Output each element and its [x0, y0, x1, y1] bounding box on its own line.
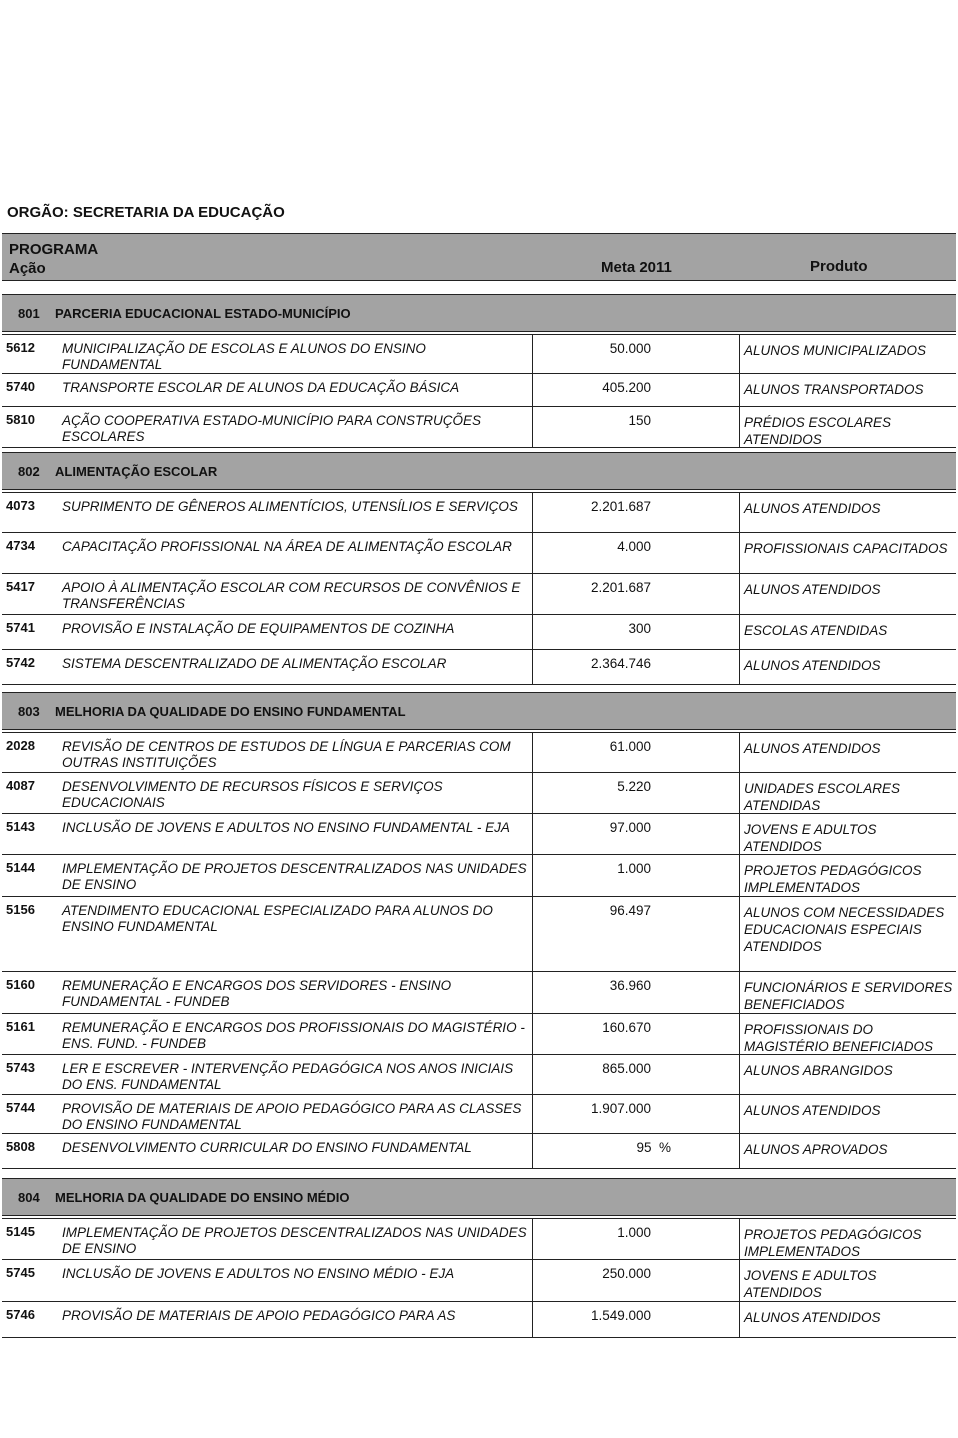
header-acao: Ação [9, 260, 46, 277]
program-name: ALIMENTAÇÃO ESCOLAR [55, 464, 218, 479]
action-desc: APOIO À ALIMENTAÇÃO ESCOLAR COM RECURSOS DE CONVÊNIOS E TRANSFERÊNCIAS [62, 580, 521, 611]
orgao-title: ORGÃO: SECRETARIA DA EDUCAÇÃO [7, 204, 285, 221]
meta-cell [532, 1014, 740, 1054]
meta-cell [532, 1260, 740, 1301]
action-produto: ALUNOS TRANSPORTADOS [744, 382, 924, 397]
action-code: 4087 [6, 778, 35, 793]
table-row [2, 533, 956, 574]
action-meta: 250.000 [602, 1266, 651, 1281]
action-meta: 2.364.746 [590, 656, 651, 671]
action-desc: MUNICIPALIZAÇÃO DE ESCOLAS E ALUNOS DO ENSINO FUNDAMENTAL [62, 341, 426, 372]
action-produto: FUNCIONÁRIOS E SERVIDORES BENEFICIADOS [744, 980, 953, 1012]
table-row [2, 1014, 956, 1055]
action-produto: PRÉDIOS ESCOLARES ATENDIDOS [744, 415, 892, 447]
table-row [2, 493, 956, 533]
action-code: 5745 [6, 1265, 35, 1280]
action-meta: 1.549.000 [590, 1308, 651, 1323]
action-desc: SUPRIMENTO DE GÊNEROS ALIMENTÍCIOS, UTENSÍLIOS E SERVIÇOS [62, 499, 518, 514]
action-meta: 405.200 [602, 380, 651, 395]
action-produto: PROJETOS PEDAGÓGICOS IMPLEMENTADOS [744, 863, 922, 895]
program-code: 804 [18, 1190, 40, 1205]
action-list [2, 732, 956, 1169]
table-row [2, 374, 956, 407]
action-produto: ALUNOS ATENDIDOS [744, 1310, 881, 1325]
meta-cell [532, 1219, 740, 1259]
program-row [2, 294, 956, 332]
program-row [2, 452, 956, 490]
meta-cell [532, 814, 740, 854]
program-section-801 [2, 294, 956, 448]
action-code: 4073 [6, 498, 35, 513]
action-code: 5417 [6, 579, 35, 594]
action-meta: 4.000 [617, 539, 651, 554]
action-desc: INCLUSÃO DE JOVENS E ADULTOS NO ENSINO FUNDAMENTAL - EJA [62, 820, 510, 835]
table-row [2, 650, 956, 685]
action-meta: 865.000 [602, 1061, 651, 1076]
action-produto: ALUNOS MUNICIPALIZADOS [744, 343, 927, 358]
action-code: 5744 [6, 1100, 35, 1115]
action-desc: REVISÃO DE CENTROS DE ESTUDOS DE LÍNGUA E PARCERIAS COM OUTRAS INSTITUIÇÕES [62, 739, 511, 770]
meta-cell [532, 574, 740, 614]
meta-cell [532, 1134, 740, 1168]
action-produto: ALUNOS ATENDIDOS [744, 658, 881, 673]
action-desc: CAPACITAÇÃO PROFISSIONAL NA ÁREA DE ALIMENTAÇÃO ESCOLAR [62, 539, 512, 554]
table-row [2, 615, 956, 650]
action-produto: PROFISSIONAIS DO MAGISTÉRIO BENEFICIADOS [744, 1022, 934, 1054]
action-code: 5612 [6, 340, 35, 355]
action-desc: INCLUSÃO DE JOVENS E ADULTOS NO ENSINO MÉDIO - EJA [62, 1266, 455, 1281]
action-code: 5156 [6, 902, 35, 917]
program-code: 803 [18, 704, 40, 719]
table-row [2, 814, 956, 855]
action-code: 5160 [6, 977, 35, 992]
action-meta: 1.000 [617, 861, 651, 876]
action-produto: ALUNOS ATENDIDOS [744, 501, 881, 516]
action-desc: REMUNERAÇÃO E ENCARGOS DOS PROFISSIONAIS DO MAGISTÉRIO - ENS. FUND. - FUNDEB [62, 1020, 525, 1051]
action-meta: 95 % [636, 1140, 671, 1155]
action-desc: AÇÃO COOPERATIVA ESTADO-MUNICÍPIO PARA CONSTRUÇÕES ESCOLARES [62, 413, 482, 444]
action-desc: DESENVOLVIMENTO CURRICULAR DO ENSINO FUNDAMENTAL [62, 1140, 472, 1155]
action-code: 4734 [6, 538, 35, 553]
action-desc: TRANSPORTE ESCOLAR DE ALUNOS DA EDUCAÇÃO BÁSICA [62, 380, 460, 395]
meta-cell [532, 897, 740, 971]
header-programa-acao [9, 240, 98, 278]
action-code: 5742 [6, 655, 35, 670]
action-meta: 1.000 [617, 1225, 651, 1240]
action-meta: 1.907.000 [590, 1101, 651, 1116]
table-row [2, 1219, 956, 1260]
action-list [2, 492, 956, 685]
table-row [2, 1134, 956, 1169]
meta-cell [532, 733, 740, 772]
header-produto: Produto [810, 258, 868, 275]
action-desc: REMUNERAÇÃO E ENCARGOS DOS SERVIDORES - ENSINO FUNDAMENTAL - FUNDEB [62, 978, 452, 1009]
action-meta: 2.201.687 [590, 580, 651, 595]
program-row [2, 1178, 956, 1216]
action-code: 5808 [6, 1139, 35, 1154]
action-code: 5743 [6, 1060, 35, 1075]
action-list [2, 1218, 956, 1338]
meta-cell [532, 533, 740, 573]
action-produto: ESCOLAS ATENDIDAS [744, 623, 888, 638]
action-meta: 160.670 [602, 1020, 651, 1035]
action-meta: 61.000 [609, 739, 651, 754]
action-meta: 96.497 [609, 903, 651, 918]
action-meta: 5.220 [617, 779, 651, 794]
action-produto: ALUNOS COM NECESSIDADES EDUCACIONAIS ESPECIAIS ATENDIDOS [744, 905, 945, 954]
meta-cell [532, 1055, 740, 1094]
action-produto: ALUNOS ATENDIDOS [744, 582, 881, 597]
program-section-804 [2, 1178, 956, 1338]
action-produto: PROFISSIONAIS CAPACITADOS [744, 541, 948, 556]
table-header [2, 233, 956, 281]
program-section-802 [2, 452, 956, 685]
table-row [2, 574, 956, 615]
table-row [2, 733, 956, 773]
action-code: 5145 [6, 1224, 35, 1239]
program-code: 802 [18, 464, 40, 479]
action-desc: SISTEMA DESCENTRALIZADO DE ALIMENTAÇÃO ESCOLAR [62, 656, 447, 671]
action-meta: 36.960 [609, 978, 651, 993]
header-meta: Meta 2011 [601, 259, 672, 276]
table-row [2, 972, 956, 1014]
action-list [2, 334, 956, 448]
action-desc: DESENVOLVIMENTO DE RECURSOS FÍSICOS E SERVIÇOS EDUCACIONAIS [62, 779, 443, 810]
action-desc: PROVISÃO DE MATERIAIS DE APOIO PEDAGÓGICO PARA AS [62, 1308, 456, 1323]
action-desc: IMPLEMENTAÇÃO DE PROJETOS DESCENTRALIZADOS NAS UNIDADES DE ENSINO [62, 1225, 527, 1256]
meta-cell [532, 650, 740, 684]
table-row [2, 897, 956, 972]
meta-cell [532, 407, 740, 447]
meta-cell [532, 972, 740, 1013]
action-desc: ATENDIMENTO EDUCACIONAL ESPECIALIZADO PARA ALUNOS DO ENSINO FUNDAMENTAL [62, 903, 493, 934]
action-desc: PROVISÃO DE MATERIAIS DE APOIO PEDAGÓGICO PARA AS CLASSES DO ENSINO FUNDAMENTAL [62, 1101, 522, 1132]
program-code: 801 [18, 306, 40, 321]
action-produto: ALUNOS ATENDIDOS [744, 741, 881, 756]
meta-cell [532, 493, 740, 532]
table-row [2, 1302, 956, 1338]
action-code: 5741 [6, 620, 35, 635]
table-row [2, 855, 956, 897]
meta-cell [532, 1302, 740, 1337]
action-meta: 97.000 [609, 820, 651, 835]
meta-cell [532, 374, 740, 406]
action-meta: 2.201.687 [590, 499, 651, 514]
meta-cell [532, 855, 740, 896]
program-section-803 [2, 692, 956, 1169]
action-produto: ALUNOS APROVADOS [744, 1142, 888, 1157]
action-produto: ALUNOS ABRANGIDOS [744, 1063, 893, 1078]
action-meta: 50.000 [609, 341, 651, 356]
action-code: 5144 [6, 860, 35, 875]
meta-cell [532, 335, 740, 373]
action-produto: JOVENS E ADULTOS ATENDIDOS [744, 822, 877, 854]
action-desc: LER E ESCREVER - INTERVENÇÃO PEDAGÓGICA NOS ANOS INICIAIS DO ENS. FUNDAMENTAL [62, 1061, 514, 1092]
table-row [2, 335, 956, 374]
program-name: MELHORIA DA QUALIDADE DO ENSINO FUNDAMENTAL [55, 704, 406, 719]
action-desc: PROVISÃO E INSTALAÇÃO DE EQUIPAMENTOS DE COZINHA [62, 621, 455, 636]
action-code: 5810 [6, 412, 35, 427]
action-code: 5143 [6, 819, 35, 834]
action-code: 5740 [6, 379, 35, 394]
meta-cell [532, 1095, 740, 1133]
action-produto: PROJETOS PEDAGÓGICOS IMPLEMENTADOS [744, 1227, 922, 1259]
table-row [2, 1055, 956, 1095]
header-programa: PROGRAMA [9, 241, 99, 258]
action-produto: ALUNOS ATENDIDOS [744, 1103, 881, 1118]
action-desc: IMPLEMENTAÇÃO DE PROJETOS DESCENTRALIZADOS NAS UNIDADES DE ENSINO [62, 861, 527, 892]
action-produto: UNIDADES ESCOLARES ATENDIDAS [744, 781, 901, 813]
program-row [2, 692, 956, 730]
table-row [2, 773, 956, 814]
action-meta: 300 [628, 621, 651, 636]
action-code: 5161 [6, 1019, 35, 1034]
meta-cell [532, 773, 740, 813]
program-name: MELHORIA DA QUALIDADE DO ENSINO MÉDIO [55, 1190, 350, 1205]
action-code: 5746 [6, 1307, 35, 1322]
action-produto: JOVENS E ADULTOS ATENDIDOS [744, 1268, 877, 1300]
table-row [2, 1095, 956, 1134]
table-row [2, 1260, 956, 1302]
table-row [2, 407, 956, 448]
action-meta: 150 [628, 413, 651, 428]
action-code: 2028 [6, 738, 35, 753]
meta-cell [532, 615, 740, 649]
program-name: PARCERIA EDUCACIONAL ESTADO-MUNICÍPIO [55, 306, 351, 321]
